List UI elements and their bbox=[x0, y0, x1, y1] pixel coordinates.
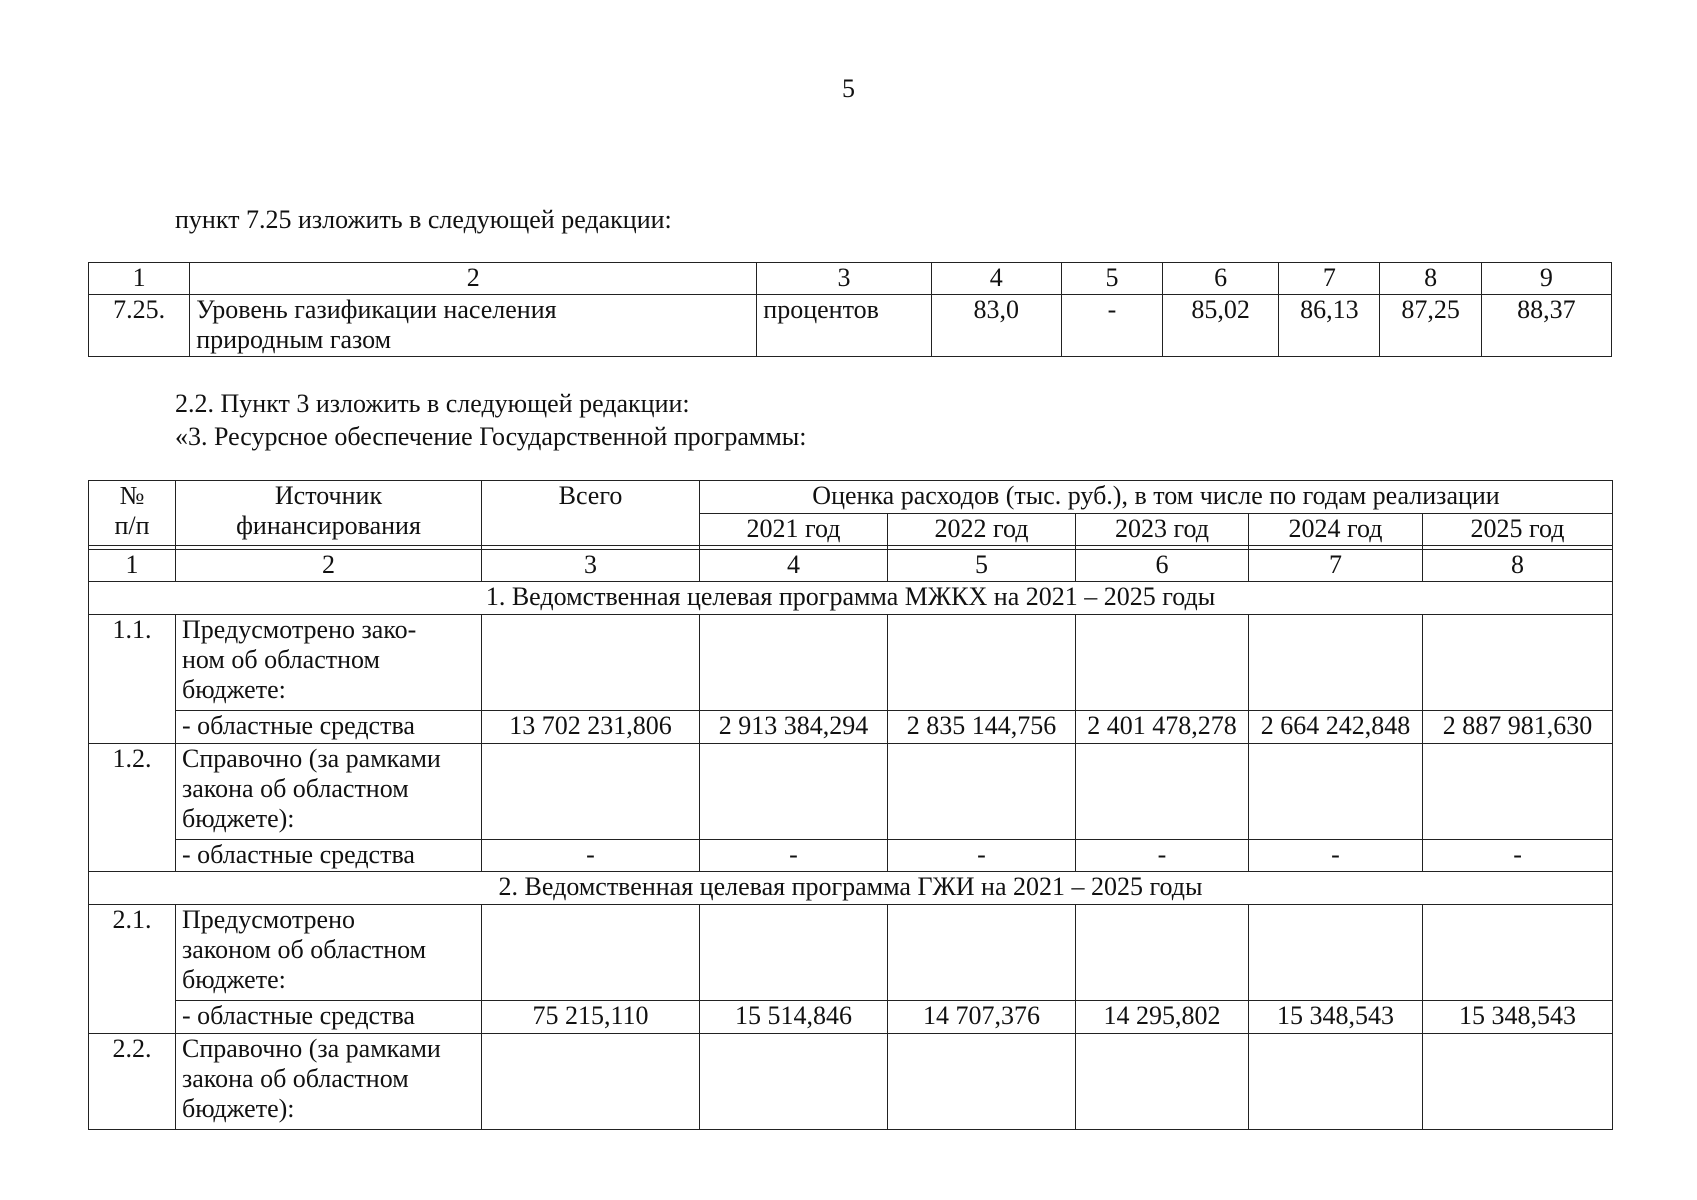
value-cell: 2 913 384,294 bbox=[700, 711, 888, 744]
value-cell: 2 664 242,848 bbox=[1249, 711, 1423, 744]
indicator-row bbox=[89, 295, 1612, 357]
value-cell: 13 702 231,806 bbox=[482, 711, 700, 744]
source-line: ном об областном bbox=[182, 645, 380, 674]
col-header: 6 bbox=[1163, 263, 1279, 295]
empty-cell bbox=[1249, 744, 1423, 840]
column-number: 1 bbox=[89, 550, 176, 582]
number-header-line: п/п bbox=[114, 511, 150, 540]
empty-cell bbox=[888, 905, 1076, 1001]
empty-cell bbox=[1423, 1034, 1613, 1130]
indicator-name bbox=[190, 295, 757, 357]
empty-cell bbox=[1249, 1034, 1423, 1130]
empty-cell bbox=[482, 615, 700, 711]
value-cell: 14 707,376 bbox=[888, 1001, 1076, 1034]
indicator-header-row bbox=[89, 263, 1612, 295]
section-title: 2. Ведомственная целевая программа ГЖИ на 2021 – 2025 годы bbox=[89, 872, 1613, 905]
column-number: 2 bbox=[176, 550, 482, 582]
value-cell: 2 835 144,756 bbox=[888, 711, 1076, 744]
table-row bbox=[89, 905, 1613, 1001]
empty-cell bbox=[1423, 615, 1613, 711]
value-cell: 87,25 bbox=[1380, 295, 1481, 357]
unit: процентов bbox=[757, 295, 931, 357]
empty-cell bbox=[700, 744, 888, 840]
year-header: 2025 год bbox=[1423, 514, 1613, 546]
empty-cell bbox=[888, 1034, 1076, 1130]
source-cell bbox=[176, 1034, 482, 1130]
row-number: 1.1. bbox=[89, 615, 176, 744]
value-cell: - bbox=[1423, 840, 1613, 872]
indicator-table bbox=[88, 262, 1612, 357]
source-line: бюджете): bbox=[182, 804, 295, 833]
value-cell: - bbox=[700, 840, 888, 872]
empty-cell bbox=[1249, 905, 1423, 1001]
col-header: 3 bbox=[757, 263, 931, 295]
column-number: 6 bbox=[1076, 550, 1249, 582]
col-header: 8 bbox=[1380, 263, 1481, 295]
row-number: 2.2. bbox=[89, 1034, 176, 1130]
empty-cell bbox=[1076, 1034, 1249, 1130]
column-number: 5 bbox=[888, 550, 1076, 582]
empty-cell bbox=[482, 744, 700, 840]
number-header-line: № bbox=[119, 481, 145, 510]
intro-text: пункт 7.25 изложить в следующей редакции: bbox=[175, 205, 672, 234]
col-header: 2 bbox=[190, 263, 757, 295]
column-number-row bbox=[89, 550, 1613, 582]
source-cell bbox=[176, 744, 482, 840]
source-line: закона об областном bbox=[182, 1064, 409, 1093]
source-line: законом об областном bbox=[182, 935, 427, 964]
source-line: бюджете: bbox=[182, 675, 286, 704]
empty-cell bbox=[700, 905, 888, 1001]
source-line: бюджете): bbox=[182, 1094, 295, 1123]
number-header bbox=[89, 481, 176, 546]
sub-label: - областные средства bbox=[176, 1001, 482, 1034]
value-cell: 14 295,802 bbox=[1076, 1001, 1249, 1034]
source-header-line: финансирования bbox=[236, 511, 421, 540]
indicator-name-line: Уровень газификации населения bbox=[196, 295, 557, 324]
value-cell: - bbox=[1061, 295, 1162, 357]
resource-table bbox=[88, 480, 1613, 1130]
empty-cell bbox=[1423, 744, 1613, 840]
table-row bbox=[89, 840, 1613, 872]
value-cell: 83,0 bbox=[931, 295, 1061, 357]
row-number: 1.2. bbox=[89, 744, 176, 872]
value-cell: - bbox=[1076, 840, 1249, 872]
value-cell: - bbox=[482, 840, 700, 872]
source-line: Предусмотрено зако- bbox=[182, 615, 417, 644]
source-line: Предусмотрено bbox=[182, 905, 355, 934]
year-header: 2023 год bbox=[1076, 514, 1249, 546]
row-number: 7.25. bbox=[89, 295, 190, 357]
column-number: 7 bbox=[1249, 550, 1423, 582]
value-cell: 15 348,543 bbox=[1423, 1001, 1613, 1034]
column-number: 3 bbox=[482, 550, 700, 582]
indicator-name-line: природным газом bbox=[196, 325, 392, 354]
paragraph-2-2: 2.2. Пункт 3 изложить в следующей редакции: bbox=[175, 389, 690, 418]
section-row bbox=[89, 582, 1613, 615]
col-header: 4 bbox=[931, 263, 1061, 295]
value-cell: 88,37 bbox=[1481, 295, 1611, 357]
table-row bbox=[89, 744, 1613, 840]
value-cell: 86,13 bbox=[1279, 295, 1380, 357]
value-cell: 85,02 bbox=[1163, 295, 1279, 357]
row-number: 2.1. bbox=[89, 905, 176, 1034]
value-cell: 15 348,543 bbox=[1249, 1001, 1423, 1034]
value-cell: 2 887 981,630 bbox=[1423, 711, 1613, 744]
year-header: 2021 год bbox=[700, 514, 888, 546]
table-row bbox=[89, 1034, 1613, 1130]
empty-cell bbox=[700, 1034, 888, 1130]
source-header-line: Источник bbox=[274, 481, 383, 510]
value-cell: - bbox=[888, 840, 1076, 872]
header-row bbox=[89, 481, 1613, 514]
source-line: Справочно (за рамками bbox=[182, 744, 441, 773]
source-header bbox=[176, 481, 482, 546]
sub-label: - областные средства bbox=[176, 840, 482, 872]
section-title: 1. Ведомственная целевая программа МЖКХ на 2021 – 2025 годы bbox=[89, 582, 1613, 615]
column-number: 4 bbox=[700, 550, 888, 582]
source-cell bbox=[176, 905, 482, 1001]
empty-cell bbox=[888, 744, 1076, 840]
table-row bbox=[89, 711, 1613, 744]
year-header: 2022 год bbox=[888, 514, 1076, 546]
source-line: Справочно (за рамками bbox=[182, 1034, 441, 1063]
source-cell bbox=[176, 615, 482, 711]
empty-cell bbox=[1076, 615, 1249, 711]
empty-cell bbox=[700, 615, 888, 711]
value-cell: 15 514,846 bbox=[700, 1001, 888, 1034]
value-cell: 2 401 478,278 bbox=[1076, 711, 1249, 744]
col-header: 9 bbox=[1481, 263, 1611, 295]
source-line: закона об областном bbox=[182, 774, 409, 803]
source-line: бюджете: bbox=[182, 965, 286, 994]
empty-cell bbox=[482, 905, 700, 1001]
estimate-header: Оценка расходов (тыс. руб.), в том числе по годам реализации bbox=[700, 481, 1613, 514]
col-header: 7 bbox=[1279, 263, 1380, 295]
empty-cell bbox=[1249, 615, 1423, 711]
sub-label: - областные средства bbox=[176, 711, 482, 744]
empty-cell bbox=[1076, 905, 1249, 1001]
empty-cell bbox=[482, 1034, 700, 1130]
table-row bbox=[89, 1001, 1613, 1034]
col-header: 1 bbox=[89, 263, 190, 295]
paragraph-section-3: «3. Ресурсное обеспечение Государственной программы: bbox=[175, 422, 807, 451]
total-header: Всего bbox=[482, 481, 700, 546]
year-header: 2024 год bbox=[1249, 514, 1423, 546]
empty-cell bbox=[1076, 744, 1249, 840]
table-row bbox=[89, 615, 1613, 711]
section-row bbox=[89, 872, 1613, 905]
col-header: 5 bbox=[1061, 263, 1162, 295]
value-cell: - bbox=[1249, 840, 1423, 872]
column-number: 8 bbox=[1423, 550, 1613, 582]
empty-cell bbox=[888, 615, 1076, 711]
value-cell: 75 215,110 bbox=[482, 1001, 700, 1034]
page-number: 5 bbox=[842, 74, 855, 103]
empty-cell bbox=[1423, 905, 1613, 1001]
